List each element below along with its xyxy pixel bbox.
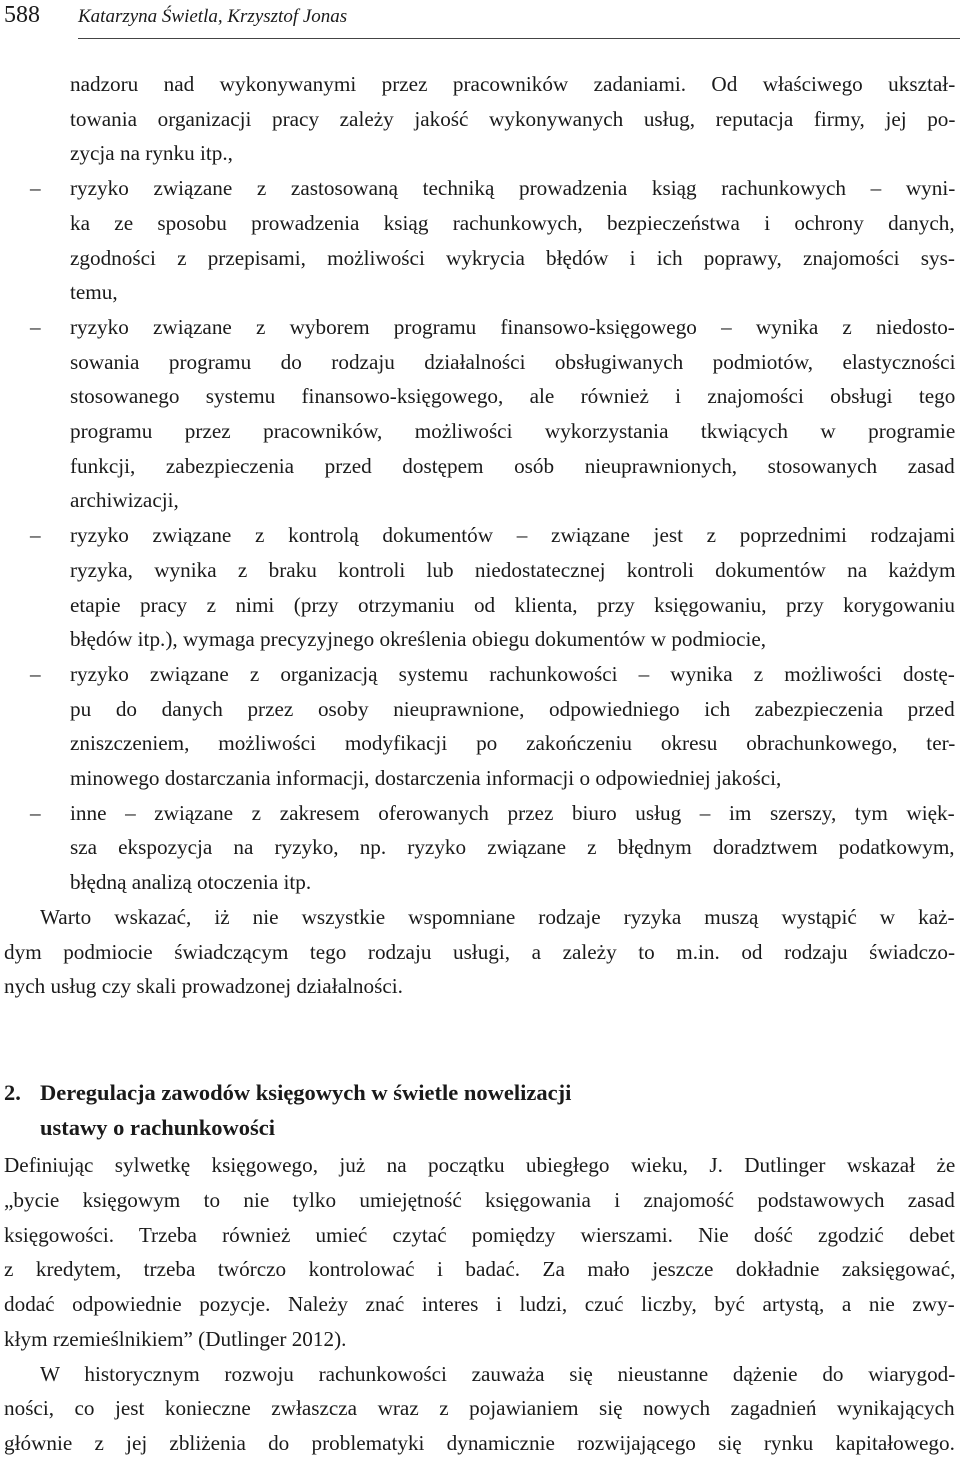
paragraph-line: „bycie księgowym to nie tylko umiejętność księgowania i znajomość podstawowych zasad [4,1188,955,1212]
list-item-line: temu, [70,280,118,305]
paragraph-line: nych usług czy skali prowadzonej działalności. [4,974,403,999]
list-dash: – [30,661,41,686]
list-item-line: archiwizacji, [70,488,179,513]
section-title: ustawy o rachunkowości [40,1114,276,1140]
list-item-line: sowania programu do rodzaju działalności obsługiwanych podmiotów, elastyczności [70,349,956,374]
list-item-line: ryzyko związane z zastosowaną techniką prowadzenia ksiąg rachunkowych – wyni- [70,176,956,201]
list-item-line: stosowanego systemu finansowo-księgowego, ale również i znajomości obsługi tego [70,384,956,409]
list-item-continuation-line: zycja na rynku itp., [70,141,233,166]
page-header [0,0,960,40]
list-item-continuation-line: towania organizacji pracy zależy jakość wykonywanych usług, reputacja firmy, jej po- [70,106,956,131]
paragraph-line: ności, co jest konieczne zwłaszcza wraz z pojawianiem się nowych zagadnień wynikających [4,1396,955,1421]
list-item-line: etapie pracy z nimi (przy otrzymaniu od klienta, przy księgowaniu, przy korygowaniu [70,592,955,617]
paragraph-line: dym podmiocie świadczącym tego rodzaju usługi, a zależy to m.in. od rodzaju świadczo- [4,939,956,964]
header-rule [78,38,960,39]
list-item-line: zniszczeniem, możliwości modyfikacji po zakończeniu okresu obrachunkowego, ter- [70,731,956,756]
section-number: 2. [4,1079,21,1105]
paragraph-line: dodać odpowiednie pozycje. Należy znać interes i ludzi, czuć liczby, być artystą, a nie zwy- [4,1292,955,1317]
list-item-line: programu przez pracowników, możliwości wykorzystania tkwiących w programie [70,419,956,443]
paragraph-line: kłym rzemieślnikiem” (Dutlinger 2012). [4,1326,347,1351]
list-item-line: ryzyko związane z kontrolą dokumentów – związane jest z poprzednimi rodzajami [70,523,956,548]
list-item-line: ryzyko związane z organizacją systemu rachunkowości – wynika z możliwości dostę- [70,661,955,686]
list-item-line: funkcji, zabezpieczenia przed dostępem osób nieuprawnionych, stosowanych zasad [70,453,955,478]
paragraph-line: głównie z jej zbliżenia do problematyki dynamicznie rozwijającego się rynku kapitałowego. [4,1430,955,1455]
paragraph-line: Definiując sylwetkę księgowego, już na początku ubiegłego wieku, J. Dutlinger wskazał że [4,1153,956,1178]
list-item-line: ryzyko związane z wyborem programu finansowo-księgowego – wynika z niedosto- [70,314,955,339]
list-item-line: inne – związane z zakresem oferowanych przez biuro usług – im szerszy, tym więk- [70,800,955,825]
list-item-line: błędną analizą otoczenia itp. [70,870,312,895]
list-item-continuation-line: nadzoru nad wykonywanymi przez pracowników zadaniami. Od właściwego ukształ- [70,72,956,96]
list-item-line: ryzyka, wynika z braku kontroli lub niedostatecznej kontroli dokumentów na każdym [70,557,956,582]
paragraph-line: Warto wskazać, iż nie wszystkie wspomniane rodzaje ryzyka muszą wystąpić w każ- [40,904,955,929]
list-dash: – [30,800,41,825]
list-item-line: zgodności z przepisami, możliwości wykrycia błędów i ich poprawy, znajomości sys- [70,245,955,270]
paragraph-line: z kredytem, trzeba twórczo kontrolować i badać. Za mało jeszcze dokładnie zaksięgować, [4,1257,956,1282]
page-number: 588 [4,2,40,28]
list-dash: – [30,314,41,339]
paragraph-line: księgowości. Trzeba również umieć czytać pomiędzy wierszami. Nie dość zgodzić debet [4,1222,955,1247]
running-head-authors: Katarzyna Świetla, Krzysztof Jonas [78,6,348,27]
list-item-line: sza ekspozycja na ryzyko, np. ryzyko związane z błędnym doradztwem podatkowym, [70,835,955,860]
list-item-line: ka ze sposobu prowadzenia ksiąg rachunkowych, bezpieczeństwa i ochrony danych, [70,210,955,235]
list-item-line: pu do danych przez osoby nieuprawnione, odpowiedniego ich zabezpieczenia przed [70,696,955,721]
list-item-line: minowego dostarczania informacji, dostarczenia informacji o odpowiedniej jakości, [70,766,782,790]
list-item-line: błędów itp.), wymaga precyzyjnego określenia obiegu dokumentów w podmiocie, [70,627,767,652]
paragraph-line: W historycznym rozwoju rachunkowości zauważa się nieustanne dążenie do wiarygod- [40,1361,956,1386]
list-dash: – [30,523,41,548]
section-title: Deregulacja zawodów księgowych w świetle nowelizacji [40,1079,572,1105]
list-dash: – [30,176,41,201]
